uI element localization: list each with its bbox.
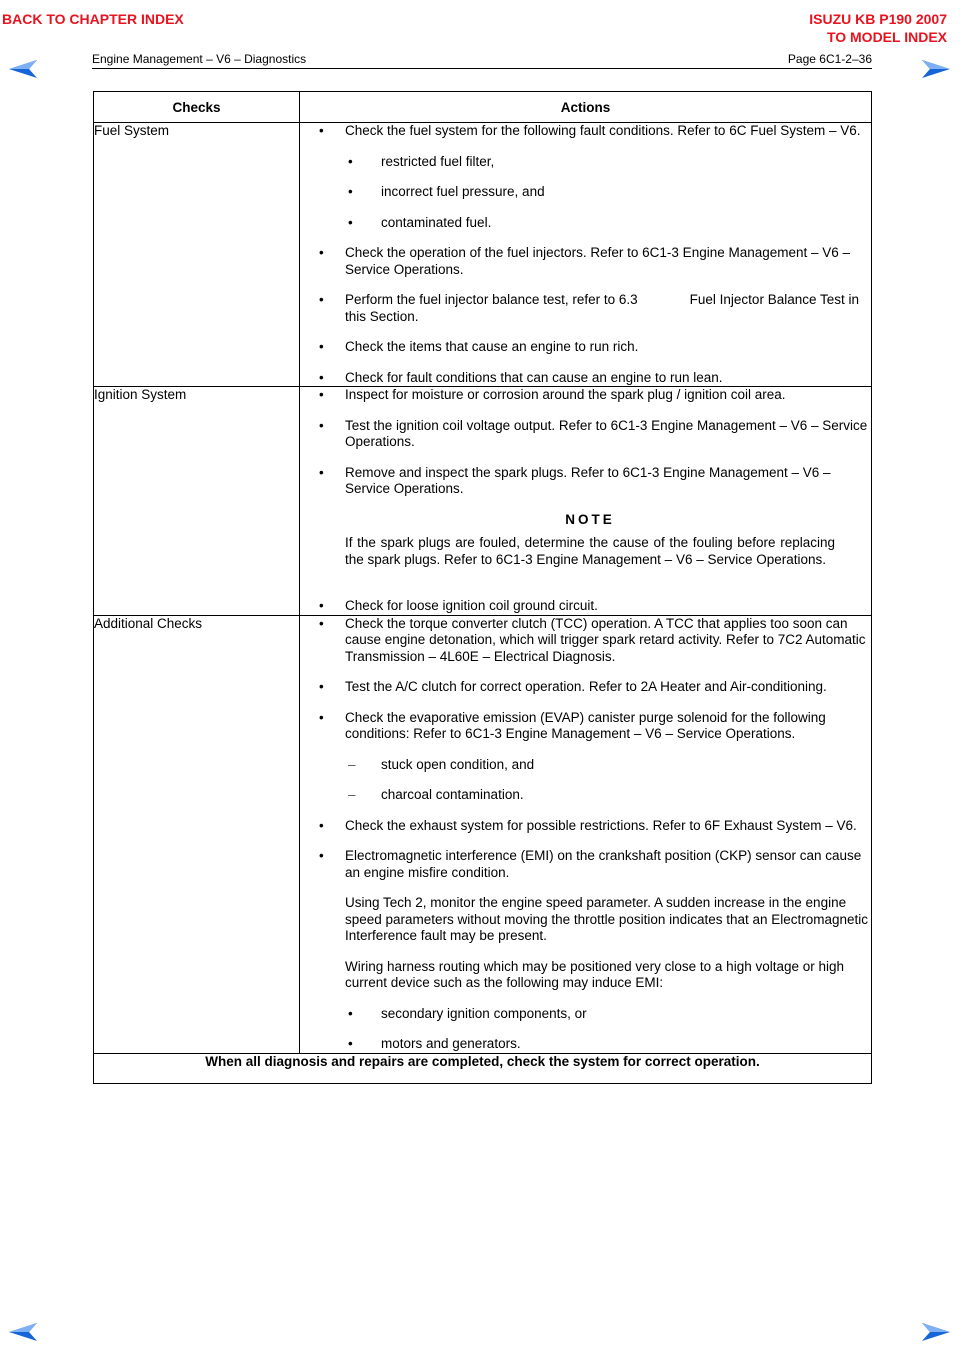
paragraph: Wiring harness routing which may be positioned very close to a high voltage or high current device such as the following may induce EMI:: [345, 958, 845, 990]
action-text: Remove and inspect the spark plugs. Refer to 6C1-3 Engine Management – V6 – Service Operations.: [345, 464, 831, 496]
sub-item: • secondary ignition components, or: [345, 1006, 871, 1023]
note-body: If the spark plugs are fouled, determine the cause of the fouling before replacing the spark plugs. Refer to 6C1-3 Engine Management – V6 – Service Operations.: [345, 535, 835, 567]
previous-page-arrow-bottom-icon[interactable]: [7, 1321, 39, 1343]
header-rule: [92, 68, 872, 69]
action-text: Check the fuel system for the following fault conditions. Refer to 6C Fuel System – V6.: [345, 123, 861, 138]
table-row-additional-checks: [94, 615, 872, 1053]
model-title[interactable]: ISUZU KB P190 2007: [809, 11, 947, 27]
sub-item: – stuck open condition, and: [345, 757, 871, 774]
action-item: • Check for loose ignition coil ground circuit.: [300, 598, 871, 615]
note-title: NOTE: [565, 511, 615, 527]
action-item: • Test the A/C clutch for correct operation. Refer to 2A Heater and Air-conditioning.: [300, 679, 871, 696]
action-item: • Test the ignition coil voltage output. Refer to 6C1-3 Engine Management – V6 – Service Operations.: [300, 418, 871, 451]
table-header-row: [94, 92, 872, 123]
to-model-index-link[interactable]: TO MODEL INDEX: [826, 29, 947, 45]
sub-item: • contaminated fuel.: [345, 215, 871, 232]
paragraph: Using Tech 2, monitor the engine speed parameter. A sudden increase in the engine speed parameters without moving the throttle position indicates that an Electromagnetic Interference fault may be present.: [345, 895, 869, 943]
actions-ignition-system: [300, 387, 872, 616]
action-text: Electromagnetic interference (EMI) on the crankshaft position (CKP) sensor can cause an engine misfire condition.: [345, 848, 862, 880]
check-label-additional-checks: Additional Checks: [94, 615, 300, 1053]
fuel-injector-balance-test-link[interactable]: Fuel Injector Balance Test in this Section.: [345, 292, 859, 324]
sub-item: • incorrect fuel pressure, and: [345, 184, 871, 201]
column-header-actions: Actions: [300, 92, 872, 123]
sub-item: – charcoal contamination.: [345, 787, 871, 804]
diagnostic-checks-table: [93, 91, 872, 1084]
action-item: • Check the items that cause an engine to run rich.: [300, 339, 871, 356]
action-item: • Check the torque converter clutch (TCC) operation. A TCC that applies too soon can cause engine detonation, which will trigger spark retard activity. Refer to 7C2 Automatic Transmission – 4L60E – Electrical Diagnosis.: [300, 616, 871, 666]
actions-additional-checks: [300, 615, 872, 1053]
table-row-ignition-system: [94, 387, 872, 616]
action-item: [300, 848, 871, 1053]
check-label-fuel-system: Fuel System: [94, 123, 300, 387]
next-page-arrow-icon[interactable]: [920, 58, 952, 80]
actions-fuel-system: [300, 123, 872, 387]
next-page-arrow-bottom-icon[interactable]: [920, 1321, 952, 1343]
sub-item: • restricted fuel filter,: [345, 154, 871, 171]
sub-item: • motors and generators.: [345, 1036, 871, 1053]
page-number: Page 6C1-2–36: [787, 52, 872, 66]
completion-instruction: When all diagnosis and repairs are completed, check the system for correct operation.: [94, 1053, 872, 1083]
action-text: Perform the fuel injector balance test, refer to 6.3: [345, 292, 638, 307]
action-text: Check the evaporative emission (EVAP) canister purge solenoid for the following conditions: Refer to 6C1-3 Engine Management – V6 – Service Operations.: [345, 709, 826, 741]
action-item: • Check for fault conditions that can cause an engine to run lean.: [300, 370, 871, 387]
action-item: [300, 465, 871, 569]
action-item: • Check the exhaust system for possible restrictions. Refer to 6F Exhaust System – V6.: [300, 818, 871, 835]
action-item: [300, 123, 871, 231]
column-header-checks: Checks: [94, 92, 300, 123]
back-to-chapter-index-link[interactable]: BACK TO CHAPTER INDEX: [2, 11, 184, 27]
action-item: [300, 710, 871, 804]
page-header-title: Engine Management – V6 – Diagnostics: [92, 52, 307, 66]
action-item: [300, 292, 871, 325]
action-item: • Check the operation of the fuel injectors. Refer to 6C1-3 Engine Management – V6 – Service Operations.: [300, 245, 871, 278]
table-row-fuel-system: [94, 123, 872, 387]
action-item: • Inspect for moisture or corrosion around the spark plug / ignition coil area.: [300, 387, 871, 404]
previous-page-arrow-icon[interactable]: [7, 58, 39, 80]
table-footer-row: [94, 1053, 872, 1083]
note-box: [345, 512, 871, 569]
check-label-ignition-system: Ignition System: [94, 387, 300, 616]
